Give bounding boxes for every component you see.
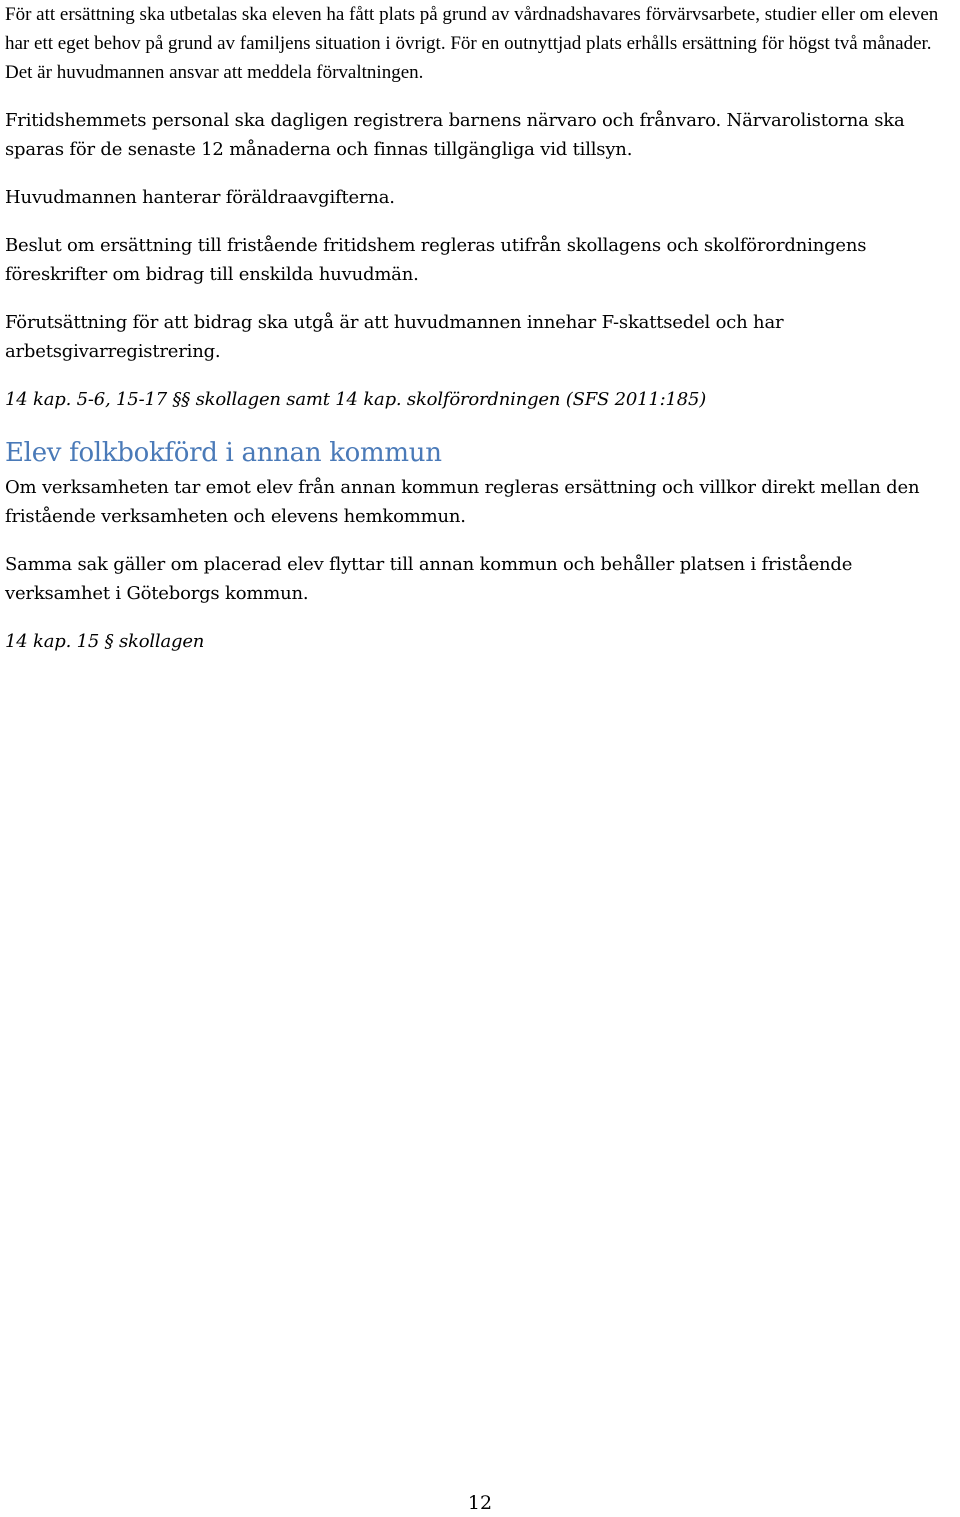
paragraph-attendance: Fritidshemmets personal ska dagligen registrera barnens närvaro och frånvaro. Närvarolistorna ska sparas för de senaste 12 månaderna och finnas tillgängliga vid tillsyn. [5, 110, 905, 160]
paragraph-other-municipality: Om verksamheten tar emot elev från annan kommun regleras ersättning och villkor direkt mellan den fristående verksamheten och elevens hemkommun. [5, 477, 920, 527]
section-heading: Elev folkbokförd i annan kommun [5, 438, 442, 468]
page-number: 12 [467, 1492, 493, 1514]
paragraph-fees: Huvudmannen hanterar föräldraavgifterna. [5, 187, 395, 208]
section-legal-reference: 14 kap. 15 § skollagen [5, 631, 205, 652]
paragraph-decision: Beslut om ersättning till fristående fritidshem regleras utifrån skollagens och skolförordningens föreskrifter om bidrag till enskilda huvudmän. [5, 235, 867, 285]
paragraph-eligibility: För att ersättning ska utbetalas ska eleven ha fått plats på grund av vårdnadshavares förvärvsarbete, studier eller om eleven har ett eget behov på grund av familjens situation i övrigt. För en outnyttjad plats erhålls ersättning för högst två månader. Det är huvudmannen ansvar att meddela förvaltningen. [5, 4, 939, 83]
paragraph-moving-student: Samma sak gäller om placerad elev flyttar till annan kommun och behåller platsen i fristående verksamhet i Göteborgs kommun. [5, 554, 853, 604]
document-page [5, 0, 957, 656]
legal-reference: 14 kap. 5-6, 15-17 §§ skollagen samt 14 kap. skolförordningen (SFS 2011:185) [5, 389, 707, 410]
paragraph-requirements: Förutsättning för att bidrag ska utgå är att huvudmannen innehar F-skattsedel och har arbetsgivarregistrering. [5, 312, 784, 362]
